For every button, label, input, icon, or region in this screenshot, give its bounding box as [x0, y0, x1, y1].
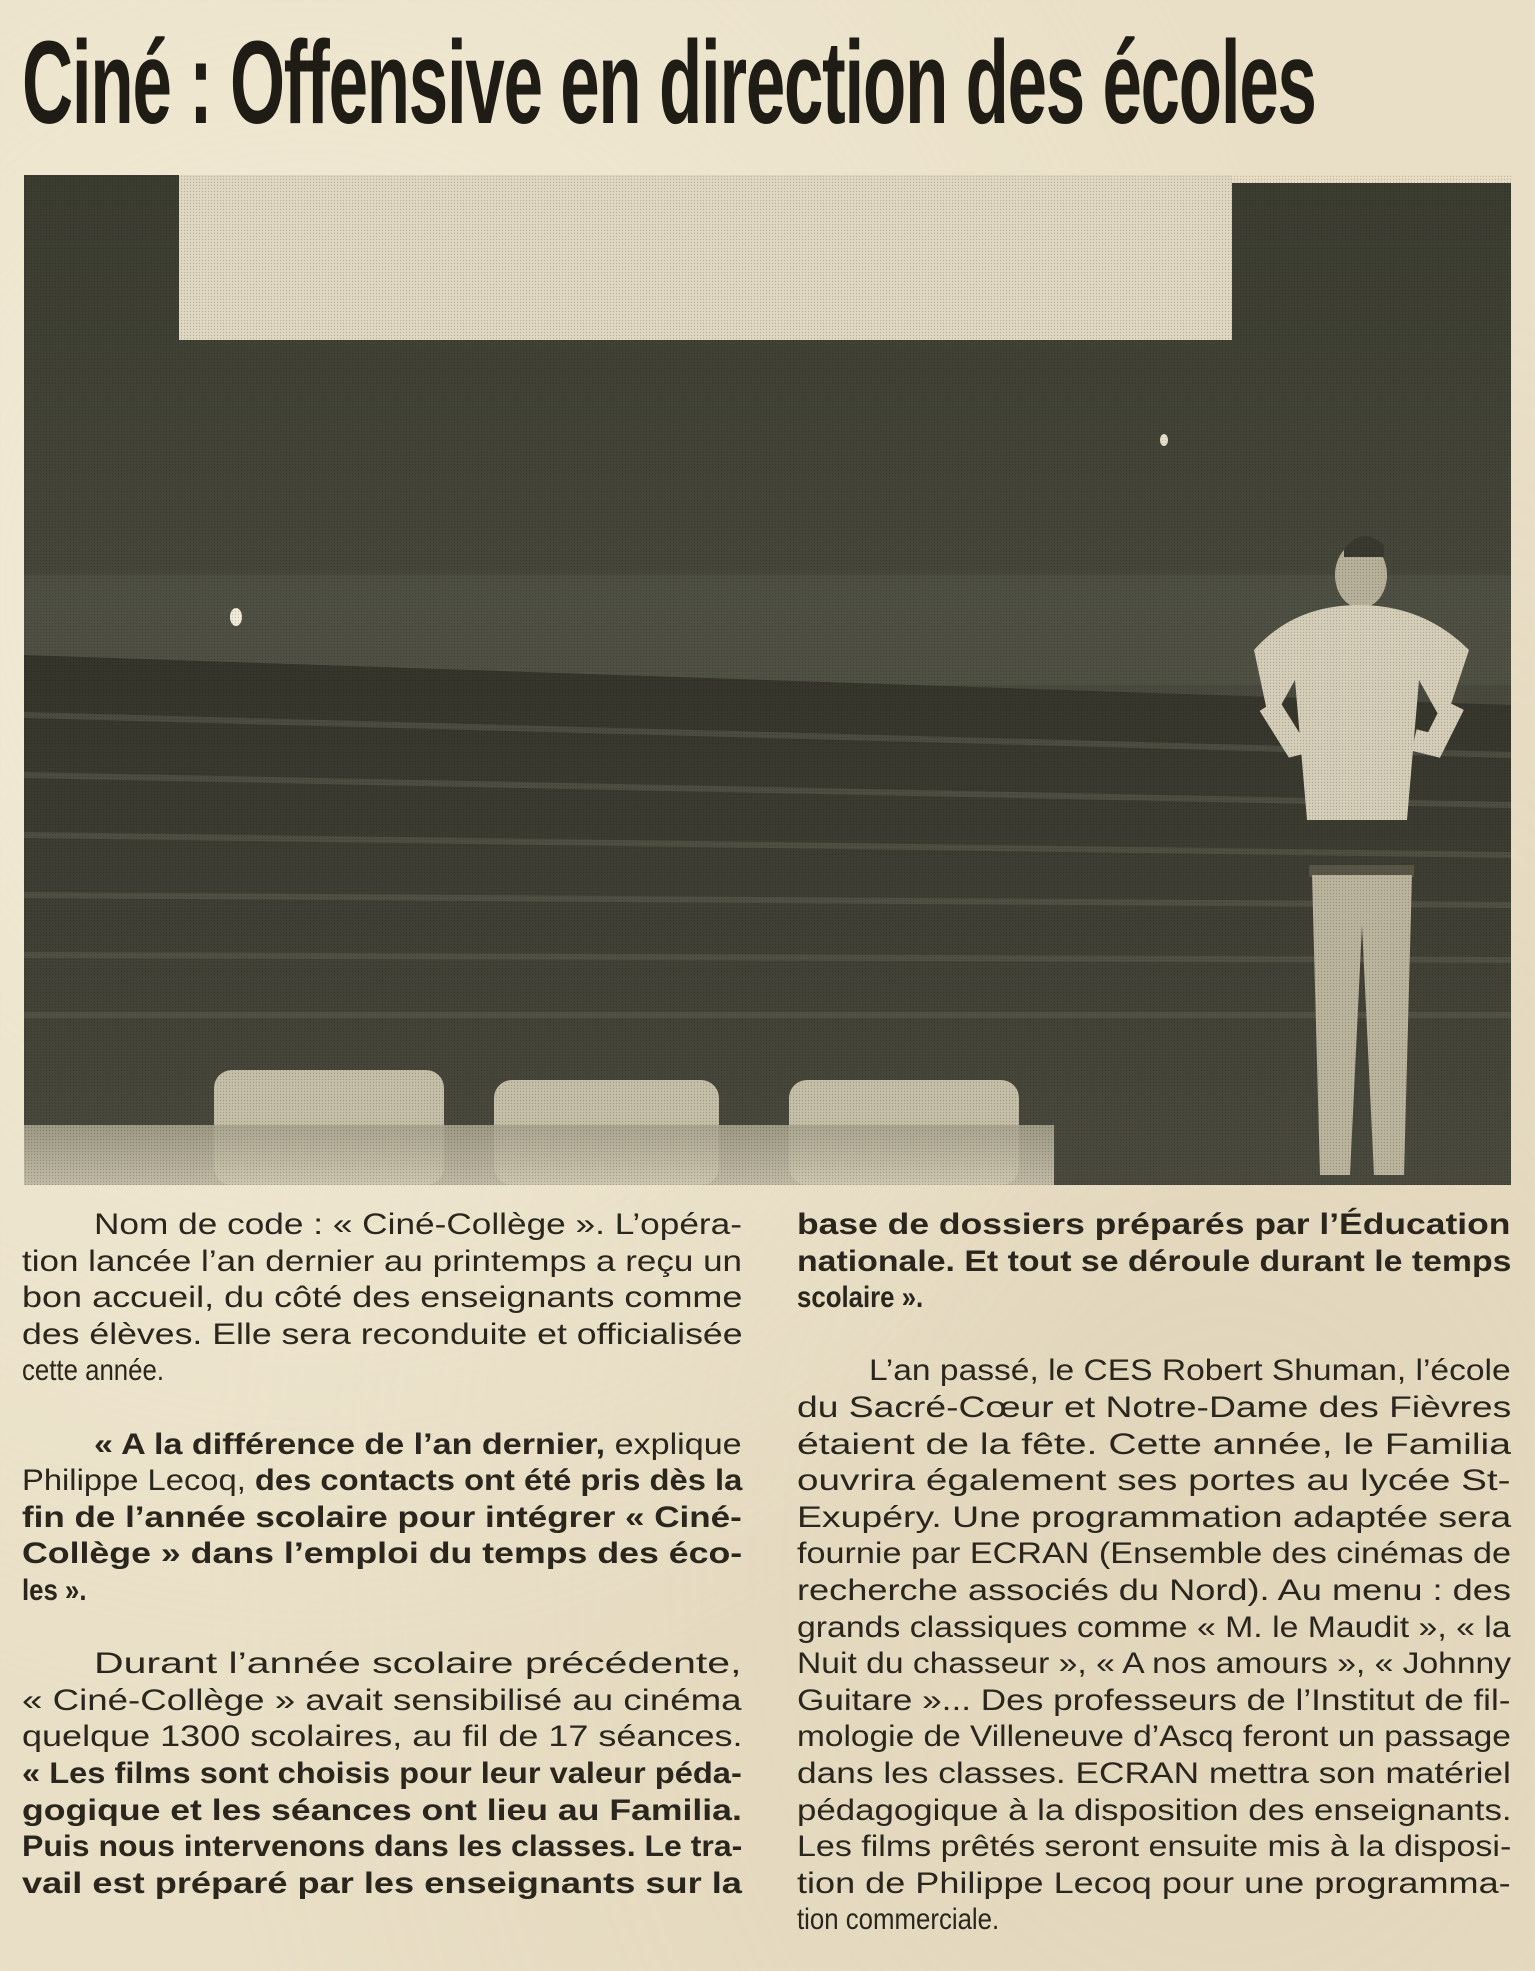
body-text: « Ciné-Collège » avait sensibilisé au cinéma [22, 1683, 742, 1717]
paragraph [22, 1207, 742, 1390]
paragraph-gap [22, 1610, 742, 1647]
body-text: Guitare »... Des professeurs de l’Institut de fil- [797, 1683, 1511, 1717]
text-line [22, 1463, 742, 1500]
body-text: Philippe Lecoq, [22, 1464, 255, 1498]
text-line [797, 1207, 1511, 1244]
bold-quote-text: vail est préparé par les enseignants sur la [22, 1866, 742, 1900]
text-line [22, 1353, 742, 1390]
text-line [797, 1280, 1511, 1317]
bold-quote-text: fin de l’année scolaire pour intégrer « Ciné- [22, 1500, 742, 1534]
body-text: dans les classes. ECRAN mettra son matériel [797, 1756, 1511, 1790]
body-text: L’an passé, le CES Robert Shuman, l’école [869, 1354, 1511, 1388]
text-line [797, 1756, 1511, 1793]
text-line [797, 1573, 1511, 1610]
bold-quote-text: Puis nous intervenons dans les classes. Le tra- [22, 1830, 743, 1864]
text-line [22, 1500, 742, 1537]
text-line [797, 1390, 1511, 1427]
body-text: cette année. [22, 1354, 165, 1388]
text-line [22, 1683, 742, 1720]
body-text: recherche associés du Nord). Au menu : des [797, 1573, 1511, 1607]
bold-quote-text: gogique et les séances ont lieu au Familia. [22, 1793, 742, 1827]
text-line [797, 1536, 1511, 1573]
text-line [22, 1317, 742, 1354]
body-text: tion lancée l’an dernier au printemps a reçu un [22, 1244, 743, 1278]
bold-quote-text: scolaire ». [797, 1281, 924, 1315]
text-line [797, 1427, 1511, 1464]
text-line [22, 1536, 742, 1573]
column-right [797, 1207, 1511, 1939]
body-text: pédagogique à la disposition des enseignants. [797, 1793, 1512, 1827]
text-line [22, 1719, 742, 1756]
paragraph [797, 1207, 1511, 1317]
headline [22, 18, 1522, 148]
text-line [797, 1646, 1511, 1683]
column-left [22, 1207, 742, 1902]
text-line [797, 1353, 1511, 1390]
text-line [797, 1683, 1511, 1720]
bold-quote-text: des contacts ont été pris dès la [254, 1464, 743, 1498]
body-text: bon accueil, du côté des enseignants comme [22, 1281, 743, 1315]
text-line [22, 1756, 742, 1793]
body-text: tion de Philippe Lecoq pour une programma- [797, 1866, 1511, 1900]
text-line [797, 1500, 1511, 1537]
text-line [22, 1793, 742, 1830]
body-text: Nuit du chasseur », « A nos amours », « Johnny [797, 1647, 1512, 1681]
bold-quote-text: Collège » dans l’emploi du temps des éco- [22, 1537, 743, 1571]
text-line [22, 1866, 742, 1903]
bold-quote-text: base de dossiers préparés par l’Éducation [797, 1208, 1511, 1241]
text-line [22, 1646, 742, 1683]
headline-text: Ciné : Offensive en direction des écoles [22, 17, 1316, 149]
body-text: quelque 1300 scolaires, au fil de 17 séances. [22, 1720, 743, 1754]
text-line [22, 1207, 742, 1244]
paragraph-gap [22, 1390, 742, 1427]
text-line [797, 1793, 1511, 1830]
text-line [797, 1829, 1511, 1866]
body-text: Nom de code : « Ciné-Collège ». L’opéra- [94, 1208, 742, 1241]
body-text: fournie par ECRAN (Ensemble des cinémas de [797, 1537, 1511, 1571]
body-text: grands classiques comme « M. le Maudit », « la [797, 1610, 1511, 1644]
paragraph [22, 1427, 742, 1610]
body-text: Exupéry. Une programmation adaptée sera [797, 1500, 1512, 1534]
body-text: explique [605, 1427, 742, 1461]
text-line [22, 1829, 742, 1866]
text-line [22, 1280, 742, 1317]
paragraph [22, 1646, 742, 1902]
body-text: étaient de la fête. Cette année, le Familia [797, 1427, 1512, 1461]
text-line [797, 1866, 1511, 1903]
text-line [22, 1244, 742, 1281]
body-text: des élèves. Elle sera reconduite et officialisée [22, 1317, 743, 1351]
article-photo [24, 175, 1511, 1185]
paragraph [797, 1353, 1511, 1939]
body-text: mologie de Villeneuve d’Ascq feront un passage [797, 1720, 1511, 1754]
body-text: tion commerciale. [797, 1903, 1000, 1937]
text-line [797, 1610, 1511, 1647]
text-line [797, 1902, 1511, 1939]
body-text: Les films prêtés seront ensuite mis à la disposi- [797, 1830, 1512, 1864]
bold-quote-text: nationale. Et tout se déroule durant le temps [797, 1244, 1512, 1278]
body-text: ouvrira également ses portes au lycée St- [797, 1464, 1511, 1498]
text-line [22, 1573, 742, 1610]
body-text: du Sacré-Cœur et Notre-Dame des Fièvres [797, 1390, 1512, 1424]
bold-quote-text: les ». [22, 1573, 87, 1607]
bold-quote-text: « A la différence de l’an dernier, [94, 1427, 606, 1461]
text-line [22, 1427, 742, 1464]
bold-quote-text: « Les films sont choisis pour leur valeur péda- [22, 1756, 742, 1790]
body-text: Durant l’année scolaire précédente, [94, 1647, 742, 1681]
paragraph-gap [797, 1317, 1511, 1354]
text-line [797, 1463, 1511, 1500]
text-line [797, 1719, 1511, 1756]
text-line [797, 1244, 1511, 1281]
